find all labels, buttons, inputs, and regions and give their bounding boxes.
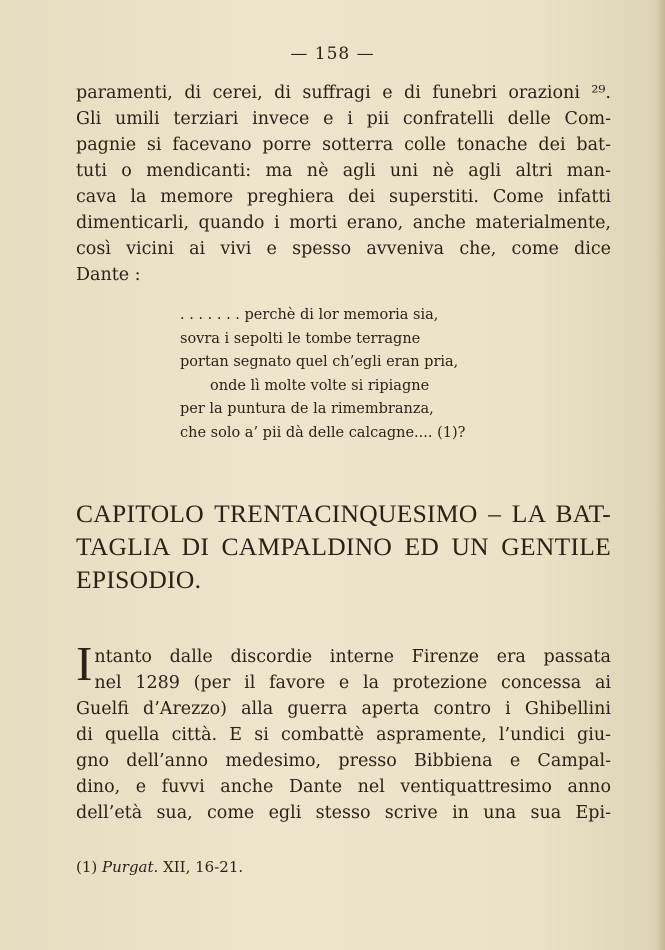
text-line: ntanto dalle discordie interne Firenze era passata <box>94 647 611 667</box>
verse-line: che solo a’ pii dà delle calcagne.... (1)? <box>180 424 466 441</box>
footnote-reference: XII, 16-21. <box>163 858 244 876</box>
page-number: — 158 — <box>290 44 375 64</box>
text-line: paramenti, di cerei, di suffragi e di funebri orazioni ²⁹. <box>76 83 611 103</box>
chapter-title-line: EPISODIO. <box>76 565 202 594</box>
page-edge-shadow <box>655 0 665 950</box>
paragraph-campaldino <box>76 636 611 826</box>
text-line: di quella città. E si combattè aspramente, l’undici giu- <box>76 725 611 745</box>
text-line: tuti o mendicanti: ma nè agli uni nè agli altri man- <box>76 161 611 181</box>
verse-line: sovra i sepolti le tombe terragne <box>180 330 421 347</box>
text-line: pagnie si facevano porre sotterra colle tonache dei bat- <box>76 135 611 155</box>
text-line: Guelfi d’Arezzo) alla guerra aperta contro i Ghibellini <box>76 699 611 719</box>
text-line: gno dell’anno medesimo, presso Bibbiena e Campal- <box>76 751 611 771</box>
text-line: così vicini ai vivi e spesso avveniva che, come dice <box>76 239 611 259</box>
verse-line: portan segnato quel ch’egli eran pria, <box>180 354 459 370</box>
footnote-marker: (1) <box>76 858 98 876</box>
text-line: Gli umili terziari invece e i pii confratelli delle Com- <box>76 109 611 129</box>
text-line: Dante : <box>76 265 141 285</box>
text-line: dell’età sua, come egli stesso scrive in una sua Epi- <box>76 803 611 823</box>
chapter-title-line: TAGLIA DI CAMPALDINO ED UN GENTILE <box>76 532 611 561</box>
verse-quotation <box>180 304 520 445</box>
chapter-title-line: CAPITOLO TRENTACINQUESIMO – LA BAT- <box>76 499 611 528</box>
verse-line: . . . . . . . perchè di lor memoria sia, <box>180 307 439 323</box>
footnote-source: Purgat. <box>102 858 159 876</box>
text-line: cava la memore preghiera dei superstiti. Come infatti <box>76 187 611 207</box>
drop-cap: I <box>76 636 93 691</box>
text-line: dino, e fuvvi anche Dante nel ventiquattresimo anno <box>76 777 611 797</box>
text-line: nel 1289 (per il favore e la protezione concessa ai <box>94 673 611 693</box>
chapter-title <box>76 497 611 596</box>
verse-line: per la puntura de la rimembranza, <box>180 401 434 417</box>
footnote <box>76 858 243 876</box>
paragraph-dante-intro <box>76 80 611 288</box>
text-line: dimenticarli, quando i morti erano, anche materialmente, <box>76 213 611 233</box>
verse-line: onde lì molte volte si ripiagne <box>210 377 430 394</box>
